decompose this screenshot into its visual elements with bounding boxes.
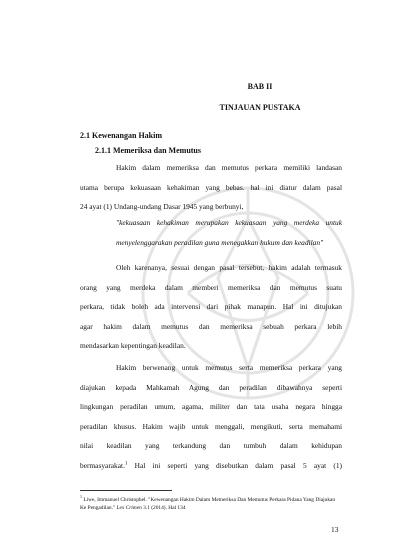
paragraph-line: nilai keadilan yang terkandung dan tumbuh dalam kehidupan <box>80 441 342 450</box>
paragraph-line: perkara, tidak boleh ada intervensi dari pihak manapun. Hal ini ditujukan <box>80 302 342 311</box>
paragraph-text: Hal ini seperti yang disebutkan dalam pasal 5 ayat (1) <box>127 460 342 470</box>
paragraph-line: Hakim dalam memeriksa dan memutus perkara memiliki landasan <box>116 163 342 172</box>
paragraph-line: orang yang merdeka dalam memberi memeriksa dan memutus suatu <box>80 282 342 292</box>
paragraph-1 <box>80 158 342 217</box>
paragraph-line: Oleh karenanya, sesuai dengan pasal tersebut, hakim adalah termasuk <box>116 263 342 272</box>
quoted-statute <box>116 213 342 252</box>
paragraph-3 <box>80 358 342 475</box>
paragraph-line: agar hakim dalam memutus dan memeriksa sebuah perkara lebih <box>80 321 342 331</box>
paragraph-text: bermasyarakat. <box>80 460 125 470</box>
paragraph-line: diajukan kepada Mahkamah Agung dan peradilan dibawahnya seperti <box>80 382 342 392</box>
paragraph-line <box>80 456 342 476</box>
footnote <box>80 493 342 512</box>
paragraph-line: 24 ayat (1) Undang-undang Dasar 1945 yang berbunyi, <box>80 202 244 211</box>
page-number: 13 <box>331 525 339 534</box>
paragraph-2 <box>80 258 342 356</box>
paragraph-line: Hakim berwenang untuk memutus serta memeriksa perkara yang <box>116 363 342 372</box>
footnote-text: Liwe, Immanuel Christophel. "Kewenangan Hakim Dalam Memeriksa Dan Memutus Perkara Pidana Yang Diajukan Ke Pengadilan." <box>80 496 336 511</box>
section-heading: 2.1 Kewenangan Hakim <box>80 131 163 140</box>
paragraph-line: mendasarkan kepentingan keadilan. <box>80 341 186 350</box>
quote-line: menyelenggarakan peradilan guna menegakkan hukum dan keadilan" <box>116 237 324 247</box>
footnote-number: 1 <box>80 494 82 499</box>
footnote-text-end: 3.1 (2014). Hal 134 <box>141 504 186 511</box>
chapter-number: BAB II <box>247 82 273 91</box>
paragraph-line: peradilan khusus. Hakim wajib untuk menggali, mengikuti, serta memahami <box>80 421 342 431</box>
footnote-divider <box>80 490 172 491</box>
paragraph-line: utama berupa kekuasaan kehakiman yang bebas. hal ini diatur dalam pasal <box>80 182 342 192</box>
quote-line: "kekuasaan kehakiman merupakan kekuasaan yang merdeka untuk <box>116 218 342 227</box>
chapter-title: TINJAUAN PUSTAKA <box>219 103 301 112</box>
paragraph-line: lingkungan peradilan umum, agama, militer dan tata usaha negara hingga <box>80 402 342 411</box>
footnote-reference[interactable]: 1 <box>124 461 128 467</box>
subsection-heading: 2.1.1 Memeriksa dan Memutus <box>95 146 201 155</box>
footnote-journal: Lex Crimen <box>116 504 142 511</box>
